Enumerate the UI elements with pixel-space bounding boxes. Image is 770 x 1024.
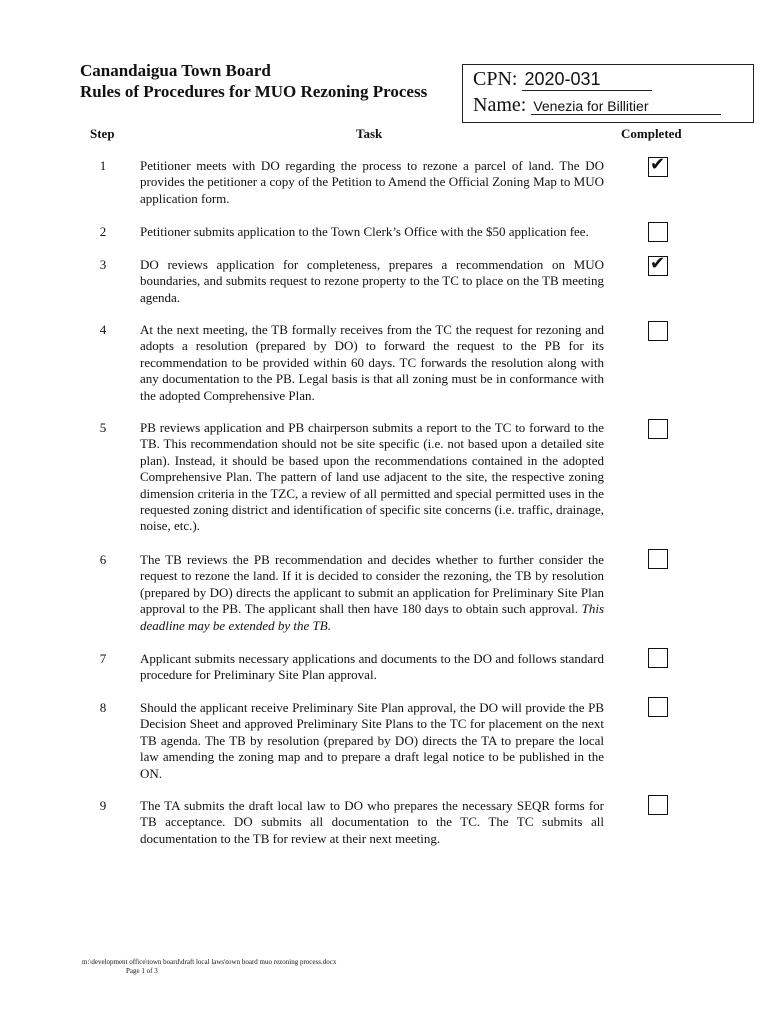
completed-checkbox[interactable] (648, 648, 668, 668)
name-label: Name: (473, 94, 527, 116)
page-footer (82, 958, 336, 976)
cpn-label: CPN: (473, 68, 518, 90)
step-number: 8 (99, 700, 107, 715)
name-row (473, 94, 721, 117)
name-field[interactable]: Venezia for Billitier (531, 98, 721, 115)
step-number: 9 (99, 798, 107, 813)
task-text (140, 552, 604, 634)
completed-checkbox[interactable] (648, 222, 668, 242)
task-text: Petitioner submits application to the Town Clerk’s Office with the $50 application fee. (140, 224, 589, 239)
cpn-name-box (462, 64, 754, 123)
task-text-main: The TB reviews the PB recommendation and decides whether to further consider the request to rezone the land. If it is decided to consider the rezoning, the TB by resolution (prepared by DO) directs the applicant to submit an application for Preliminary Site Plan approval to the PB. The applicant shall then have 180 days to obtain such approval. (140, 552, 604, 617)
completed-checkbox[interactable] (648, 549, 668, 569)
task-text: PB reviews application and PB chairperson submits a report to the TC to forward to the TB. This recommendation should not be site specific (i.e. not based upon a detailed site plan). Instead, it should be based upon the recommendations contained in the adopted Comprehensive Plan. The pattern of land use adjacent to the site, the respective zoning dimension criteria in the TZC, a review of all permitted and special permitted uses in the requested zoning district and identification of specific site concerns (i.e. traffic, drainage, noise, etc.). (140, 420, 604, 534)
page-number: Page 1 of 3 (126, 967, 158, 975)
completed-checkbox[interactable] (648, 154, 668, 177)
task-text-italic-note: This deadline may be extended by the TB. (140, 601, 605, 633)
completed-checkbox[interactable] (648, 321, 668, 341)
completed-checkbox[interactable] (648, 697, 668, 717)
step-number: 1 (99, 158, 107, 173)
task-text: Petitioner meets with DO regarding the process to rezone a parcel of land. The DO provides the petitioner a copy of the Petition to Amend the Official Zoning Map to MUO application form. (140, 158, 604, 206)
cpn-row (473, 68, 652, 91)
task-text: Applicant submits necessary applications and documents to the DO and follows standard procedure for Preliminary Site Plan approval. (140, 651, 604, 683)
step-number: 7 (99, 651, 107, 666)
task-text: Should the applicant receive Preliminary Site Plan approval, the DO will provide the PB Decision Sheet and approved Preliminary Site Plans to the TC for placement on the next TB agenda. The TB by resolution (prepared by DO) directs the TA to prepare the local law amending the zoning map and to prepare a draft legal notice to be published in the ON. (140, 700, 604, 781)
title-line-1: Canandaigua Town Board (80, 61, 271, 80)
task-text: The TA submits the draft local law to DO who prepares the necessary SEQR forms for TB acceptance. DO submits all documentation to the TC. The TC submits all documentation to the TB for review at their next meeting. (140, 798, 604, 846)
column-header-step: Step (90, 126, 115, 141)
step-number: 3 (99, 257, 107, 272)
step-number: 4 (99, 322, 107, 337)
column-header-completed: Completed (621, 126, 682, 141)
title-line-2: Rules of Procedures for MUO Rezoning Process (80, 82, 428, 101)
task-text: At the next meeting, the TB formally receives from the TC the request for rezoning and adopts a resolution (prepared by DO) to forward the request to the PB for its recommendation to be provided within 60 days. TC forwards the resolution along with any documentation to the PB. Legal basis is that all zoning must be in conformance with the adopted Comprehensive Plan. (140, 322, 604, 403)
cpn-field[interactable]: 2020-031 (522, 69, 652, 91)
document-title (80, 60, 427, 102)
task-text: DO reviews application for completeness, prepares a recommendation on MUO boundaries, and submits request to rezone property to the TC to place on the TB meeting agenda. (140, 257, 604, 305)
checkmark-icon: ✔ (650, 253, 666, 274)
file-path: m:\development office\town board\draft local laws\town board muo rezoning process.docx (82, 958, 337, 966)
step-number: 6 (99, 552, 107, 567)
step-number: 2 (99, 224, 107, 239)
step-number: 5 (99, 420, 107, 435)
completed-checkbox[interactable] (648, 419, 668, 439)
completed-checkbox[interactable] (648, 795, 668, 815)
checkmark-icon: ✔ (650, 154, 666, 175)
completed-checkbox[interactable] (648, 253, 668, 276)
column-header-task: Task (356, 126, 383, 141)
